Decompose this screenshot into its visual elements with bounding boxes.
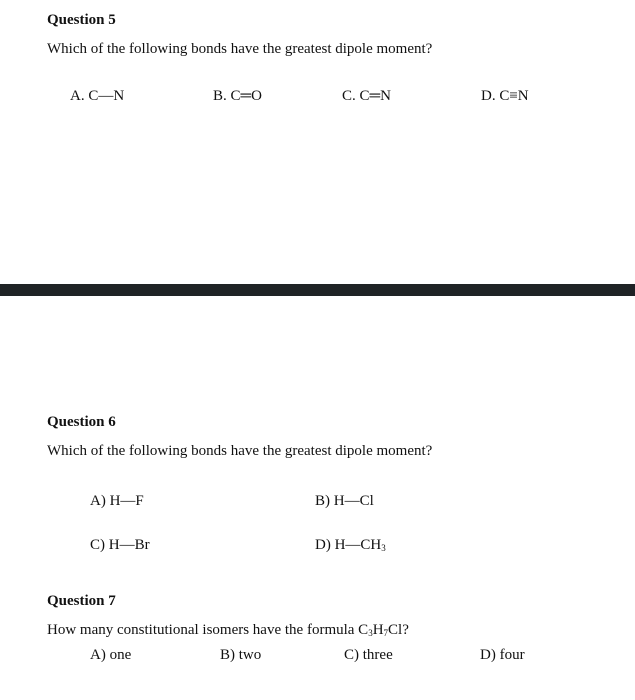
question-6-option-a: A) H—F — [90, 493, 144, 509]
question-6-option-c: C) H—Br — [90, 537, 150, 553]
question-7-subscript-c: 3 — [368, 628, 373, 638]
question-7-title: Question 7 — [47, 593, 116, 609]
question-6-option-d-text: D) H—CH — [315, 537, 382, 553]
question-6-prompt: Which of the following bonds have the greatest dipole moment? — [47, 443, 433, 459]
question-5-option-a: A. C—N — [70, 88, 125, 104]
question-7-option-d: D) four — [480, 647, 525, 663]
question-7-subscript-h: 7 — [383, 628, 389, 638]
question-5-option-d: D. C≡N — [481, 88, 529, 104]
question-7-prompt-text: How many constitutional isomers have the formula C — [47, 622, 369, 638]
question-5-option-c: C. C═N — [342, 88, 391, 104]
question-7-option-b: B) two — [220, 647, 262, 663]
question-7-option-a: A) one — [90, 647, 132, 663]
question-7-option-c: C) three — [344, 647, 393, 663]
question-5-option-b: B. C═O — [213, 88, 262, 104]
question-5-prompt: Which of the following bonds have the greatest dipole moment? — [47, 41, 433, 57]
question-6-title: Question 6 — [47, 414, 116, 430]
question-7-prompt-end: Cl? — [388, 622, 409, 638]
question-6-option-d — [315, 537, 386, 554]
page-divider — [0, 284, 635, 296]
question-6-option-d-subscript: 3 — [381, 543, 386, 553]
question-6-option-b: B) H—Cl — [315, 493, 374, 509]
question-7-prompt — [47, 622, 409, 639]
question-7-prompt-h: H — [372, 622, 384, 638]
question-5-title: Question 5 — [47, 12, 116, 28]
